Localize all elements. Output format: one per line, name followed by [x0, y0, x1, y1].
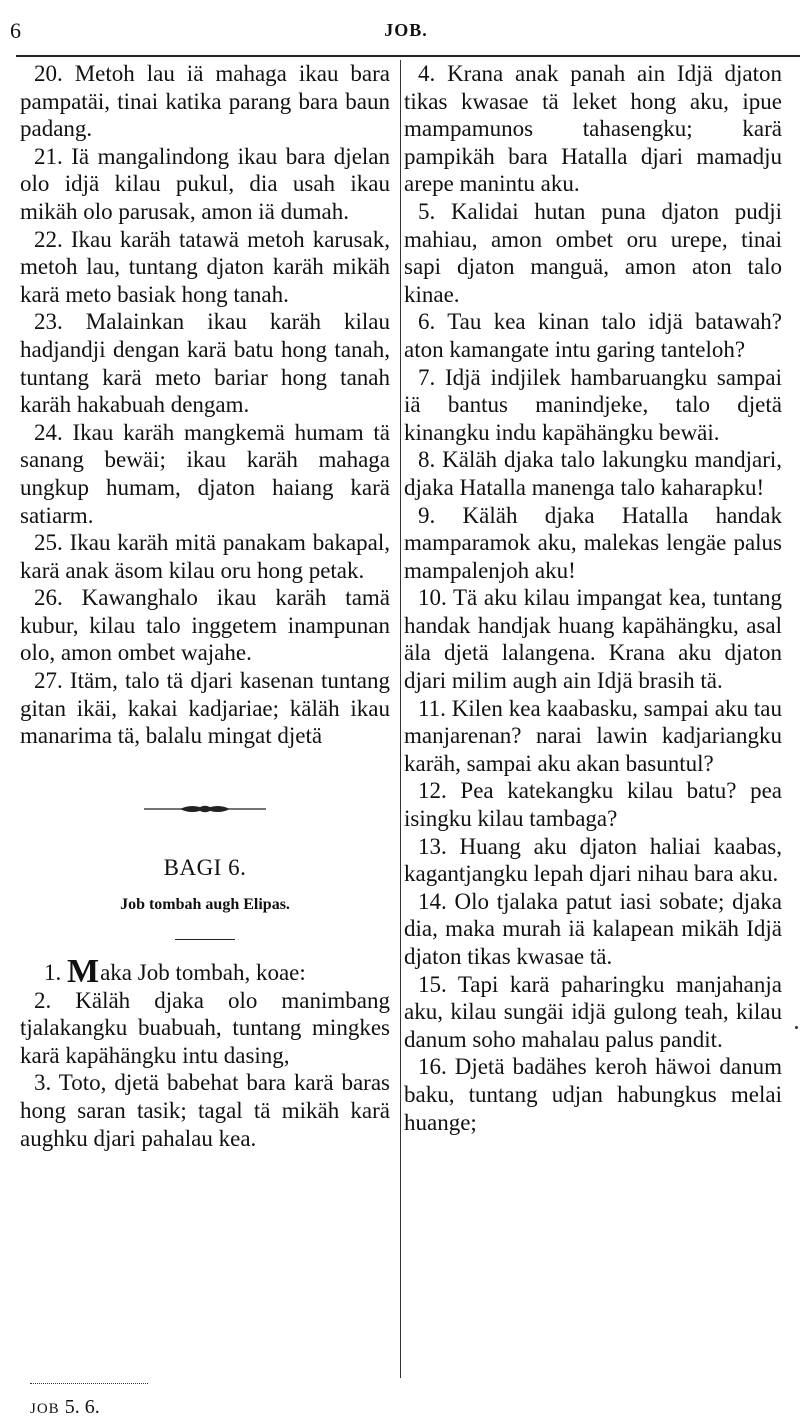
verse-text: aka Job tombah, koae: — [100, 960, 306, 986]
verse: 22. Ikau karäh tatawä metoh karusak, metoh lau, tuntang djaton karäh mikäh karä meto basiak hong tanah. — [20, 226, 390, 307]
drop-cap: M — [67, 953, 100, 991]
verse: 25. Ikau karäh mitä panakam bakapal, karä anak äsom kilau oru hong petak. — [20, 530, 390, 583]
verse: 15. Tapi karä paharingku manjahanja aku, kilau sungäi idjä gulong teah, kilau danum soho mahalau palus pandit. — [404, 971, 782, 1052]
footnote — [30, 1396, 100, 1419]
verse: 3. Toto, djetä babehat bara karä baras hong saran tasik; tagal tä mikäh karä aughku djari pahalau kea. — [20, 1070, 390, 1151]
verse: 2. Käläh djaka olo manimbang tjalakangku buabuah, tuntang mingkes karä kapähängku intu dasing, — [20, 987, 390, 1068]
verse: 5. Kalidai hutan puna djaton pudji mahiau, amon ombet oru urepe, tinai sapi djaton manguä, amon aton talo kinae. — [404, 198, 782, 307]
verse: 12. Pea katekangku kilau batu? pea isingku kilau tambaga? — [404, 778, 782, 832]
header-rule — [16, 55, 800, 57]
verse: 14. Olo tjalaka patut iasi sobate; djaka dia, maka murah iä kalapean mikäh Idjä djaton tikas kwasae tä. — [404, 888, 782, 969]
verse: 27. Itäm, talo tä djari kasenan tuntang gitan ikäi, kakai kadjariae; käläh ikau manarima tä, balalu mingat djetä — [20, 668, 390, 749]
verse: 23. Malainkan ikau karäh kilau hadjandji dengan karä batu hong tanah, tuntang karä meto bariar hong tanah karäh hakabuah dengam. — [20, 309, 390, 418]
verse: 13. Huang aku djaton haliai kaabas, kagantjangku lepah djari nihau bara aku. — [404, 833, 782, 887]
page-number: 6 — [10, 18, 21, 43]
footnote-reference: 5. 6. — [64, 1396, 100, 1418]
verse: 4. Krana anak panah ain Idjä djaton tikas kwasae tä leket hong aku, ipue mampamunos tahasengku; karä pampikäh bara Hatalla djari mamadju arepe manintu aku. — [404, 61, 782, 197]
footnote-book: JOB — [30, 1401, 60, 1417]
verse: 10. Tä aku kilau impangat kea, tuntang handak handjak huang kapähängku, asal äla djetä lalangena. Krana aku djaton djari milim augh ain Idjä brasih tä. — [404, 585, 782, 694]
verse-first — [20, 953, 390, 991]
verse: 6. Tau kea kinan talo idjä batawah? aton kamangate intu garing tanteloh? — [404, 309, 782, 362]
verse: 8. Käläh djaka talo lakungku mandjari, djaka Hatalla manenga talo kaharapku! — [404, 447, 782, 500]
running-title: JOB. — [384, 20, 428, 40]
right-column — [404, 60, 782, 1136]
verse: 21. Iä mangalindong ikau bara djelan olo idjä kilau pukul, dia usah ikau mikäh olo parusak, amon iä dumah. — [20, 143, 390, 224]
verse: 9. Käläh djaka Hatalla handak mamparamok aku, malekas lengäe palus mampalenjoh aku! — [404, 502, 782, 583]
verse-number: 1. — [44, 960, 62, 986]
verse: 24. Ikau karäh mangkemä humam tä sanang bewäi; ikau karäh mahaga ungkup humam, djaton haiang karä satiarm. — [20, 419, 390, 528]
verse: 26. Kawanghalo ikau karäh tamä kubur, kilau talo inggetem inampunan olo, amon ombet wajahe. — [20, 585, 390, 666]
column-divider — [400, 60, 401, 1378]
verse: 20. Metoh lau iä mahaga ikau bara pampatäi, tinai katika parang bara baun padang. — [20, 61, 390, 142]
footnote-rule — [30, 1383, 148, 1386]
ornament-divider-icon — [140, 798, 270, 820]
verse: 7. Idjä indjilek hambaruangku sampai iä bantus manindjeke, talo djetä kinangku indu kapähängku bewäi. — [404, 364, 782, 445]
margin-dot — [795, 1026, 798, 1029]
verse: 11. Kilen kea kaabasku, sampai aku tau manjarenan? narai lawin kadjariangku karäh, sampai aku akan basuntul? — [404, 695, 782, 776]
left-column — [20, 60, 390, 1152]
chapter-heading: BAGI 6. — [163, 854, 247, 880]
section-rule — [175, 939, 235, 940]
chapter-summary: Job tombah augh Elipas. — [120, 896, 290, 914]
verse: 16. Djetä badähes keroh häwoi danum baku, tuntang udjan habungkus melai huange; — [404, 1054, 782, 1135]
